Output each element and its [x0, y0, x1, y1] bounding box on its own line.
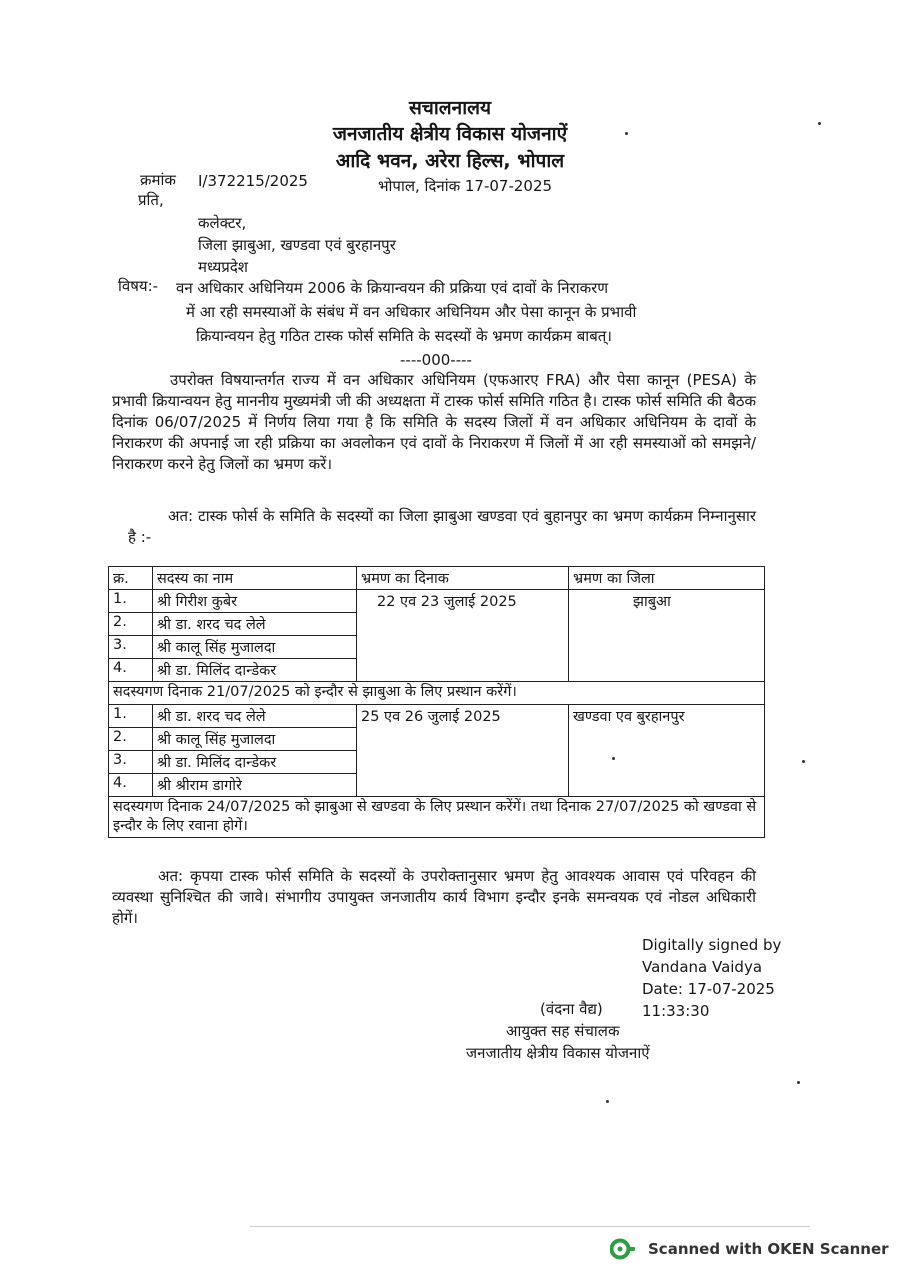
header-visit-date: भ्रमण का दिनाक	[357, 567, 569, 590]
group2-date: 25 एव 26 जुलाई 2025	[357, 705, 569, 797]
digital-sign-name: Vandana Vaidya	[642, 958, 763, 976]
table-row	[109, 590, 765, 613]
subject-line2: में आ रही समस्याओं के संबंध में वन अधिकार अधिनियम और पेसा कानून के प्रभावी	[186, 303, 637, 321]
stray-mark	[612, 757, 615, 760]
stray-mark	[818, 122, 821, 125]
row-member-name: श्री डा. मिलिंद दान्डेकर	[153, 751, 357, 774]
row-sn: 1.	[109, 590, 153, 613]
to-line3: मध्यप्रदेश	[198, 258, 249, 276]
row-member-name: श्री गिरीश कुबेर	[153, 590, 357, 613]
header-address: आदि भवन, अरेरा हिल्स, भोपाल	[335, 150, 565, 172]
stray-mark	[797, 1081, 800, 1084]
body-paragraph-2: अत: टास्क फोर्स के समिति के सदस्यों का जिला झाबुआ खण्डवा एवं बुहानपुर का भ्रमण कार्यक्रम निम्नानुसार है :-	[128, 507, 756, 546]
signatory-designation: आयुक्त सह संचालक	[506, 1022, 620, 1040]
group2-travel-note: सदस्यगण दिनाक 24/07/2025 को झाबुआ से खण्डवा के लिए प्रस्थान करेंगें। तथा दिनाक 27/07/2025 को खण्डवा से इन्दौर के लिए रवाना होगें।	[109, 797, 765, 838]
stray-mark	[625, 132, 628, 135]
row-member-name: श्री डा. शरद चद लेले	[153, 613, 357, 636]
row-sn: 4.	[109, 659, 153, 682]
row-member-name: श्री कालू सिंह मुजालदा	[153, 636, 357, 659]
stray-mark	[606, 1100, 609, 1103]
ref-place-date: भोपाल, दिनांक 17-07-2025	[378, 177, 553, 195]
stray-mark	[802, 760, 805, 763]
group2-district: खण्डवा एव बुरहानपुर	[569, 705, 765, 797]
header-office-name: सचालनालय	[408, 97, 492, 119]
row-sn: 3.	[109, 636, 153, 659]
table-note-row	[109, 682, 765, 705]
closing-paragraph: अत: कृपया टास्क फोर्स समिति के सदस्यों के उपरोक्तानुसार भ्रमण हेतु आवश्यक आवास एवं परिवहन की व्यवस्था सुनिश्चित की जावे। संभागीय उपायुक्त जनजातीय कार्य विभाग इन्दौर इनके समन्वयक एवं नोडल अधिकारी होगें।	[112, 867, 756, 927]
group1-date: 22 एव 23 जुलाई 2025	[357, 590, 569, 682]
to-line1: कलेक्टर,	[198, 214, 247, 232]
to-line2: जिला झाबुआ, खण्डवा एवं बुरहानपुर	[198, 236, 396, 254]
header-department: जनजातीय क्षेत्रीय विकास योजनाऐं	[332, 123, 568, 145]
to-prati: प्रति,	[138, 191, 164, 209]
signatory-department: जनजातीय क्षेत्रीय विकास योजनाऐं	[466, 1044, 650, 1062]
header-member-name: सदस्य का नाम	[153, 567, 357, 590]
header-visit-district: भ्रमण का जिला	[569, 567, 765, 590]
row-sn: 2.	[109, 613, 153, 636]
row-member-name: श्री श्रीराम डागोरे	[153, 774, 357, 797]
row-sn: 3.	[109, 751, 153, 774]
row-member-name: श्री कालू सिंह मुजालदा	[153, 728, 357, 751]
group1-travel-note: सदस्यगण दिनाक 21/07/2025 को इन्दौर से झाबुआ के लिए प्रस्थान करेंगें।	[109, 682, 765, 705]
table-row	[109, 705, 765, 728]
scan-edge-line	[250, 1226, 810, 1227]
signatory-name: (वंदना वैद्य)	[540, 1000, 603, 1018]
row-sn: 4.	[109, 774, 153, 797]
row-member-name: श्री डा. शरद चद लेले	[153, 705, 357, 728]
row-sn: 1.	[109, 705, 153, 728]
separator: ----000----	[400, 351, 472, 369]
scanner-text: Scanned with OKEN Scanner	[648, 1240, 889, 1258]
subject-line1: वन अधिकार अधिनियम 2006 के क्रियान्वयन की प्रक्रिया एवं दावों के निराकरण	[176, 279, 609, 297]
schedule-table	[108, 566, 765, 838]
scanner-watermark	[610, 1238, 889, 1260]
digital-signature	[642, 934, 781, 1022]
header-sn: क्र.	[109, 567, 153, 590]
ref-number: I/372215/2025	[198, 172, 308, 190]
subject-line3: क्रियान्वयन हेतु गठित टास्क फोर्स समिति के सदस्यों के भ्रमण कार्यक्रम बाबत्।	[196, 327, 612, 345]
ref-label: क्रमांक	[140, 171, 176, 189]
table-note-row	[109, 797, 765, 838]
oken-scanner-logo-icon	[610, 1238, 636, 1260]
digital-sign-date: Date: 17-07-2025	[642, 980, 775, 998]
row-member-name: श्री डा. मिलिंद दान्डेकर	[153, 659, 357, 682]
digital-sign-line1: Digitally signed by	[642, 936, 782, 954]
body-paragraph-1: उपरोक्त विषयान्तर्गत राज्य में वन अधिकार अधिनियम (एफआरए FRA) और पेसा कानून (PESA) के प्रभावी क्रियान्वयन हेतु माननीय मुख्यमंत्री जी की अध्यक्षता में टास्क फोर्स समिति गठित है। टास्क फोर्स समिति की बैठक दिनांक 06/07/2025 में निर्णय लिया गया है कि समिति के सदस्य जिलों में वन अधिकार अधिनियम के दावों के निराकरण की अपनाई जा रही प्रक्रिया का अवलोकन एवं दावों के निराकरण में जिलों में आ रही समस्याओं को समझने/निराकरण करने हेतु जिलों का भ्रमण करें।	[112, 371, 756, 473]
subject-label: विषय:-	[118, 277, 159, 295]
table-header-row	[109, 567, 765, 590]
row-sn: 2.	[109, 728, 153, 751]
digital-sign-time: 11:33:30	[642, 1002, 710, 1020]
group1-district: झाबुआ	[569, 590, 765, 682]
